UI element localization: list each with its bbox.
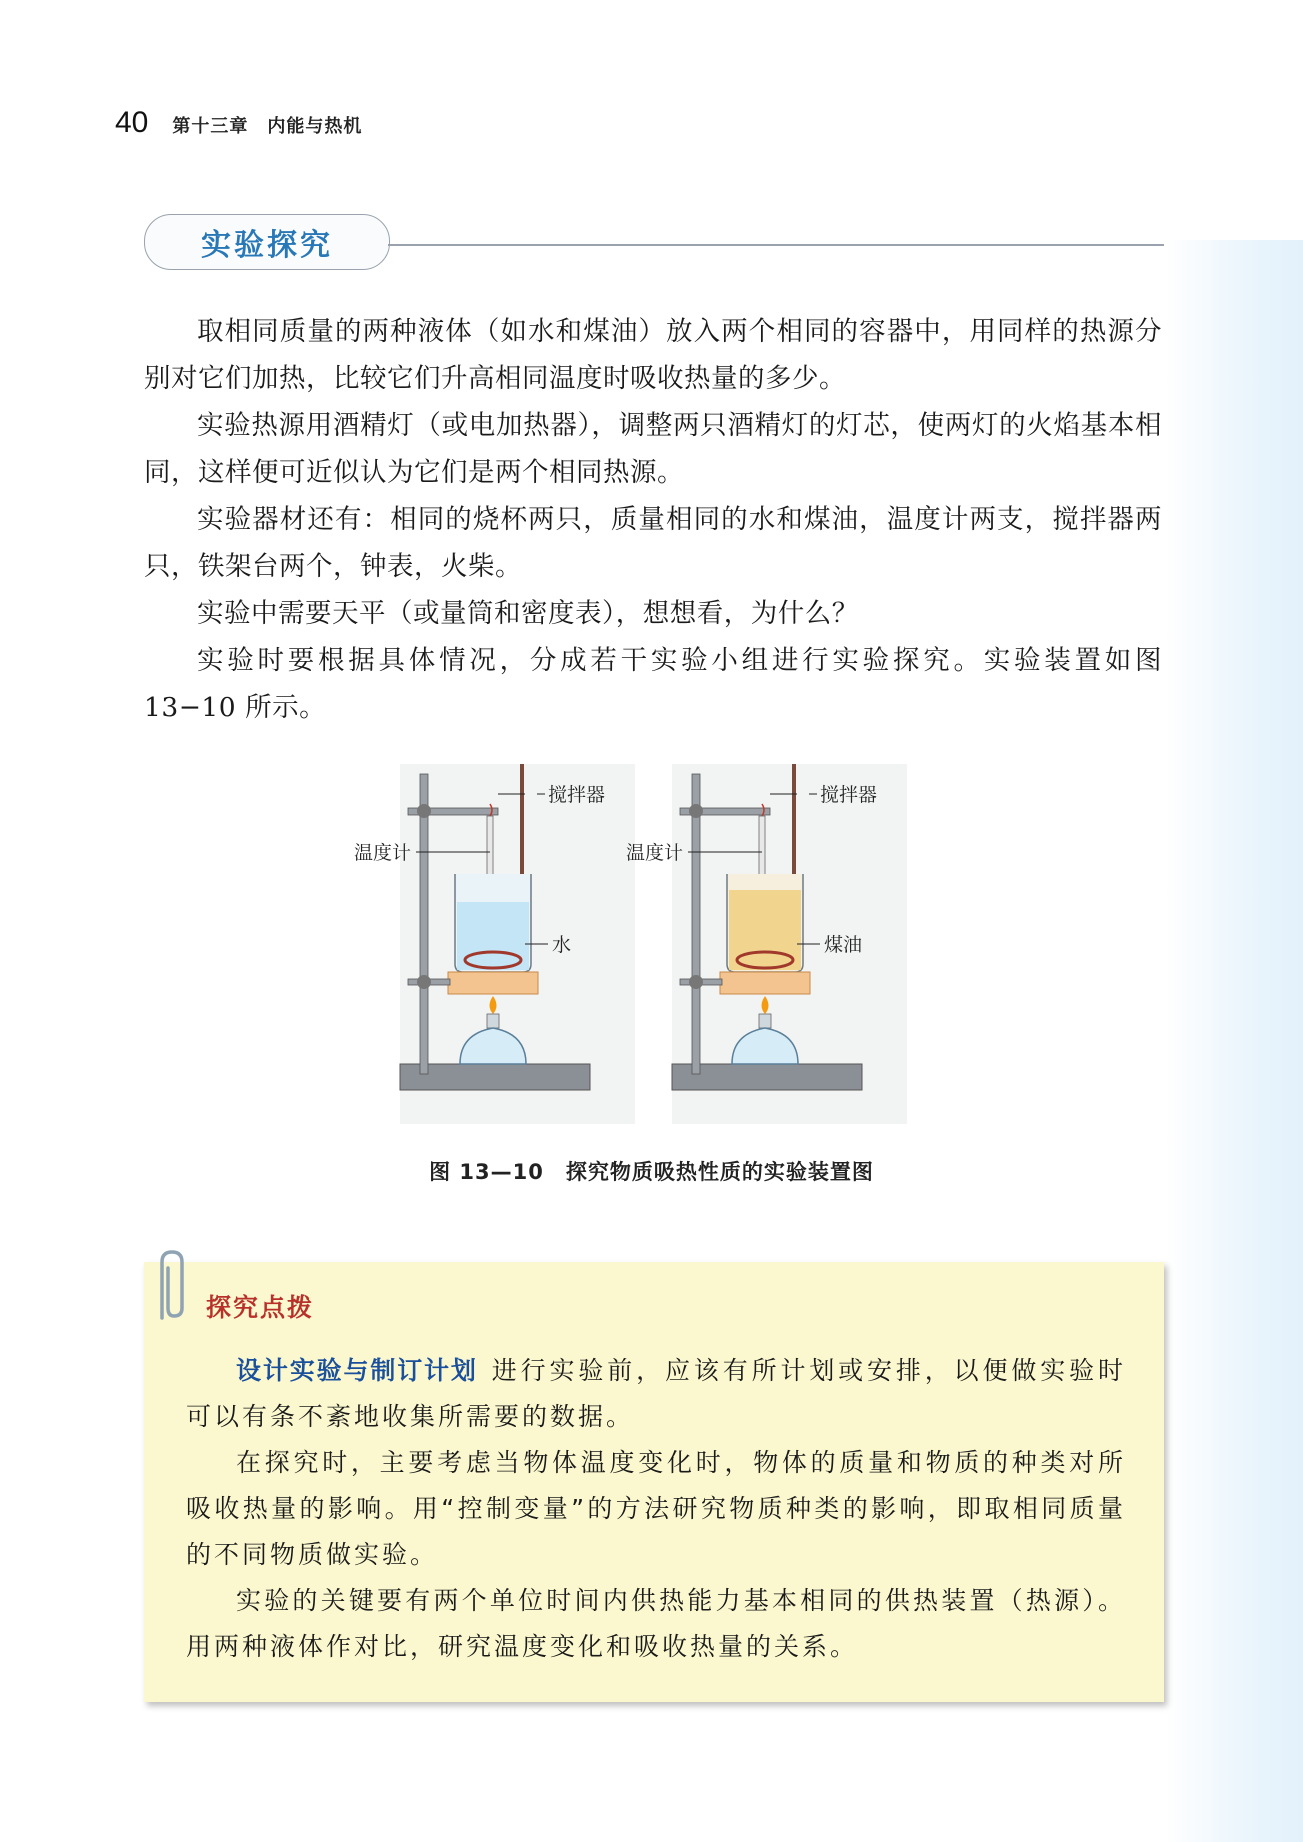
asbestos-net [720,972,810,994]
ring-knob [417,975,431,989]
page-number: 40 [115,106,149,139]
kerosene-apparatus [626,764,907,1124]
asbestos-net [448,972,538,994]
tip-paragraph: 在探究时，主要考虑当物体温度变化时，物体的质量和物质的种类对所吸收热量的影响。用“控制变量”的方法研究物质种类的影响，即取相同质量的不同物质做实验。 [186,1448,1126,1569]
stand-base [400,1064,590,1090]
ring-knob [689,975,703,989]
tip-title: 探究点拨 [206,1293,315,1322]
water-apparatus [354,764,635,1124]
clamp-knob [417,804,431,818]
stand-base [672,1064,862,1090]
label-thermometer: 温度计 [626,842,684,864]
stand-rod [692,774,700,1074]
paragraph: 取相同质量的两种液体（如水和煤油）放入两个相同的容器中，用同样的热源分别对它们加热，比较它们升高相同温度时吸收热量的多少。 [144,316,1162,394]
label-stirrer: 搅拌器 [820,784,878,806]
figure-caption: 图 13—10 探究物质吸热性质的实验装置图 [429,1160,874,1184]
experiment-figure [320,764,980,1124]
page-edge-tint [1165,240,1303,1842]
section-tab [144,214,390,270]
clamp-knob [689,804,703,818]
label-water: 水 [552,934,572,956]
water-liquid [457,902,529,970]
lamp-neck [487,1014,499,1028]
tip-keyword: 设计实验与制订计划 [236,1356,478,1385]
page-header [115,106,362,140]
tip-paragraph-rest: 进行实验前，应该有所计划或安排，以便做实验时可以有条不紊地收集所需要的数据。 [186,1356,1126,1431]
paragraph: 实验器材还有：相同的烧杯两只，质量相同的水和煤油，温度计两支，搅拌器两只，铁架台两个，钟表，火柴。 [144,504,1162,582]
tip-text [186,1348,1126,1670]
label-thermometer: 温度计 [354,842,412,864]
paragraph: 实验时要根据具体情况，分成若干实验小组进行实验探究。实验装置如图 13−10 所示。 [144,645,1162,723]
lamp-neck [759,1014,771,1028]
body-text [144,308,1162,731]
stand-rod [420,774,428,1074]
tip-paragraph: 实验的关键要有两个单位时间内供热能力基本相同的供热装置（热源）。用两种液体作对比，研究温度变化和吸收热量的关系。 [186,1586,1126,1661]
label-stirrer: 搅拌器 [548,784,606,806]
section-rule [388,244,1164,246]
paperclip-icon [150,1248,194,1328]
label-kerosene: 煤油 [824,934,863,956]
paragraph: 实验热源用酒精灯（或电加热器），调整两只酒精灯的灯芯，使两灯的火焰基本相同，这样便可近似认为它们是两个相同热源。 [144,410,1162,488]
section-title: 实验探究 [201,228,333,263]
chapter-title: 第十三章 内能与热机 [172,116,363,137]
paragraph: 实验中需要天平（或量筒和密度表），想想看，为什么？ [197,598,859,629]
tip-paragraph [186,1348,1126,1440]
